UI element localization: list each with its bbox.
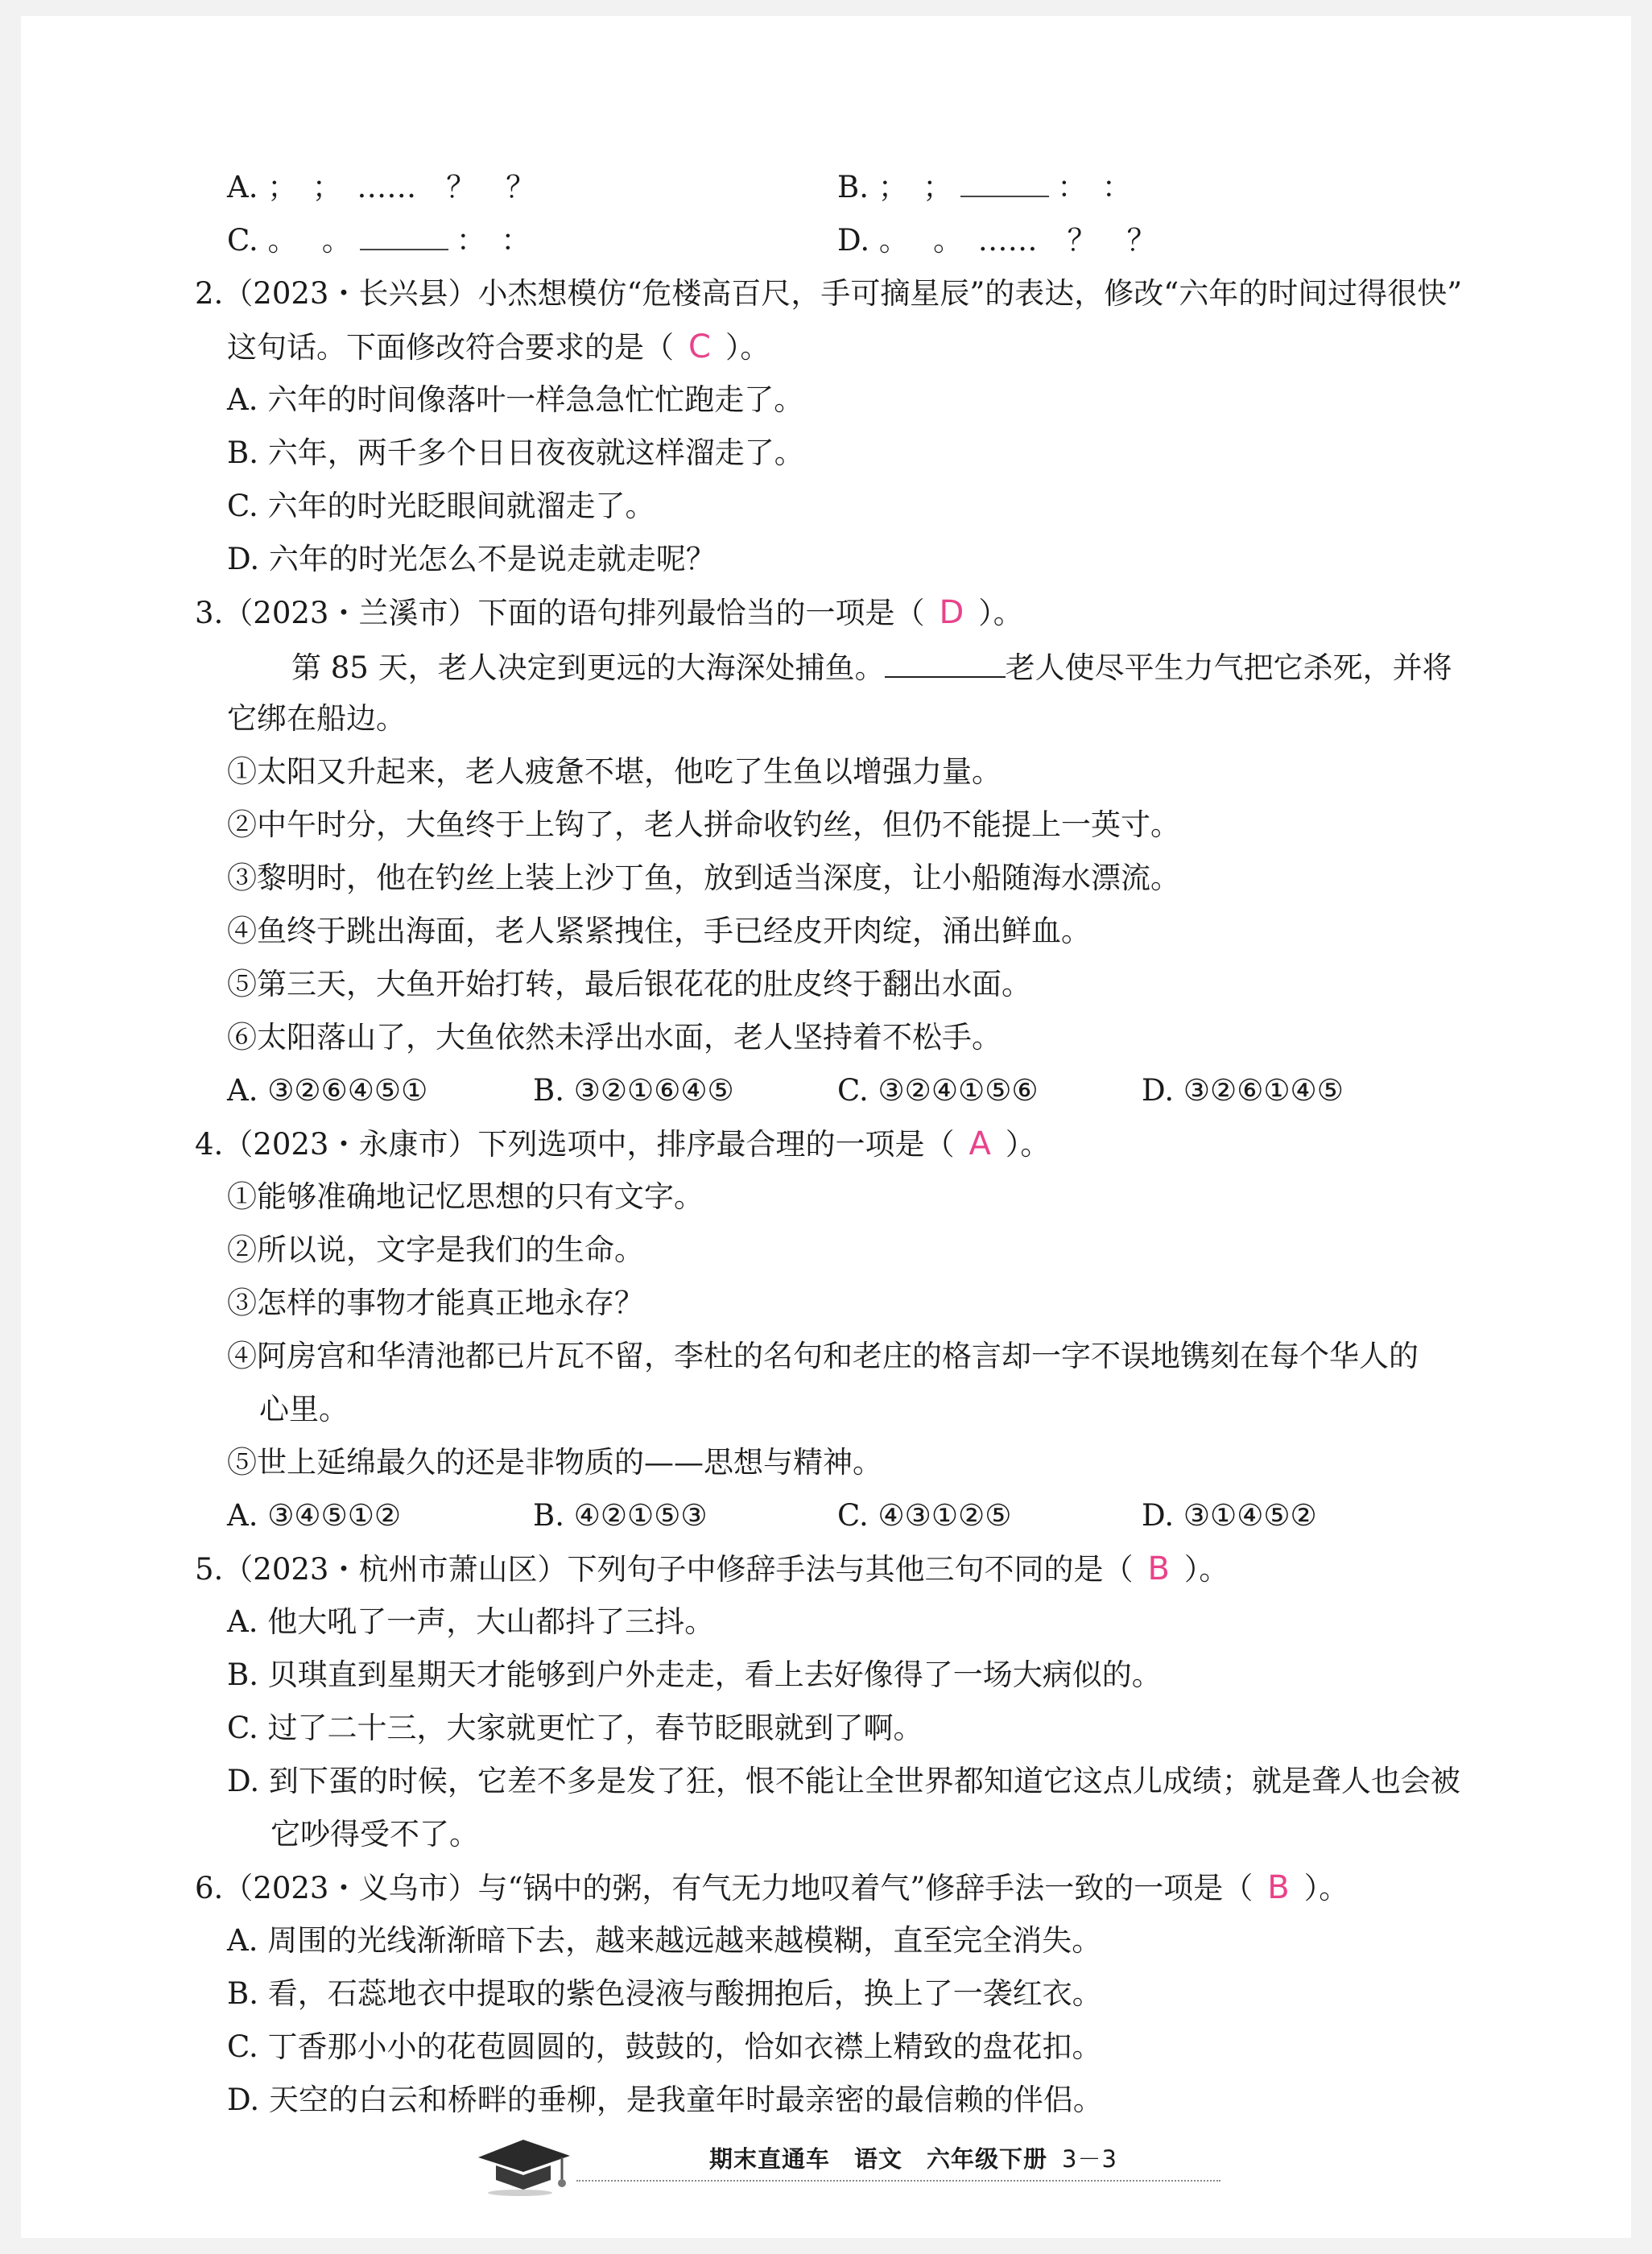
q4-option-b: B. ④②①⑤③	[533, 1498, 708, 1533]
q2-answer: C	[688, 328, 711, 365]
q2-stem-end: ）。	[725, 330, 770, 365]
dash-mark	[360, 229, 448, 250]
q1-option-a: A. ； ； …… ？ ？	[227, 170, 536, 204]
q4-item: ⑤世上延绵最久的还是非物质的——思想与精神。	[227, 1445, 882, 1480]
q5-stem-end: ）。	[1183, 1552, 1229, 1587]
q5-option-b: B. 贝琪直到星期天才能够到户外走走，看上去好像得了一场大病似的。	[227, 1657, 1162, 1692]
dash-mark	[960, 176, 1049, 197]
q1-option-c-text: C. 。 。	[227, 223, 352, 258]
q2-stem-line2	[227, 327, 770, 368]
q4-option-a: A. ③④⑤①②	[227, 1498, 402, 1533]
q3-passage-tail: 老人使尽平生力气把它杀死，并将	[1005, 650, 1452, 685]
q5-stem	[195, 1549, 1229, 1590]
q4-item: ④阿房宫和华清池都已片瓦不留，李杜的名句和老庄的格言却一字不误地镌刻在每个华人的	[227, 1339, 1419, 1373]
q3-item: ⑥太阳落山了，大鱼依然未浮出水面，老人坚持着不松手。	[227, 1020, 1002, 1055]
q1-option-c	[227, 221, 531, 261]
footer-divider	[576, 2180, 1220, 2182]
q3-passage-line2: 它绑在船边。	[227, 701, 406, 736]
q1-option-d: D. 。 。 …… ？ ？	[837, 223, 1157, 258]
q3-item: ④鱼终于跳出海面，老人紧紧拽住，手已经皮开肉绽，涌出鲜血。	[227, 914, 1091, 948]
q2-stem-line1: 2.（2023・长兴县）小杰想模仿“危楼高百尺，手可摘星辰”的表达，修改“六年的时间过得很快”	[195, 276, 1463, 311]
q1-option-b	[837, 167, 1132, 208]
q3-item: ⑤第三天，大鱼开始打转，最后银花花的肚皮终于翻出水面。	[227, 967, 1031, 1001]
q6-option-b: B. 看，石蕊地衣中提取的紫色浸液与酸拥抱后，换上了一袭红衣。	[227, 1976, 1102, 2011]
q3-passage-line1	[291, 646, 1452, 688]
q4-stem-text: 4.（2023・永康市）下列选项中，排序最合理的一项是（	[195, 1127, 955, 1162]
q3-item: ③黎明时，他在钓丝上装上沙丁鱼，放到适当深度，让小船随海水漂流。	[227, 861, 1180, 895]
fill-blank	[885, 646, 1006, 678]
q4-item-continued: 心里。	[259, 1392, 349, 1426]
q5-option-c: C. 过了二十三，大家就更忙了，春节眨眼就到了啊。	[227, 1711, 923, 1745]
worksheet-page	[21, 16, 1631, 2238]
q1-option-b-text: B. ； ；	[837, 170, 953, 204]
q4-answer: A	[968, 1125, 991, 1162]
q5-option-d-continued: 它吵得受不了。	[271, 1817, 479, 1852]
q3-passage-text: 第 85 天，老人决定到更远的大海深处捕鱼。	[291, 650, 885, 685]
footer-title	[709, 2141, 1117, 2174]
q2-stem-text: 这句话。下面修改符合要求的是（	[227, 330, 674, 365]
q6-option-d: D. 天空的白云和桥畔的垂柳，是我童年时最亲密的最信赖的伴侣。	[227, 2083, 1103, 2117]
q2-option-d: D. 六年的时光怎么不是说走就走呢？	[227, 542, 716, 576]
footer-page-number: 3－3	[1062, 2145, 1117, 2173]
q2-option-c: C. 六年的时光眨眼间就溜走了。	[227, 489, 655, 523]
q4-stem-end: ）。	[1005, 1127, 1051, 1162]
q3-option-a: A. ③②⑥④⑤①	[227, 1073, 428, 1108]
q4-item: ③怎样的事物才能真正地永存？	[227, 1286, 644, 1320]
q1-option-b-tail: ： ：	[1057, 170, 1132, 204]
q1-option-c-tail: ： ：	[456, 223, 531, 258]
q3-item: ①太阳又升起来，老人疲惫不堪，他吃了生鱼以增强力量。	[227, 754, 1002, 789]
footer-book-title: 期末直通车 语文 六年级下册	[709, 2145, 1048, 2173]
q3-stem-text: 3.（2023・兰溪市）下面的语句排列最恰当的一项是（	[195, 596, 925, 630]
q5-option-d: D. 到下蛋的时候，它差不多是发了狂，恨不能让全世界都知道它这点儿成绩；就是聋人也会被	[227, 1764, 1460, 1798]
q6-stem-end: ）。	[1303, 1871, 1349, 1905]
q4-stem	[195, 1124, 1050, 1165]
q5-option-a: A. 他大吼了一声，大山都抖了三抖。	[227, 1604, 715, 1639]
q6-stem	[195, 1868, 1348, 1909]
q4-item: ①能够准确地记忆思想的只有文字。	[227, 1179, 704, 1214]
q4-option-d: D. ③①④⑤②	[1142, 1498, 1317, 1533]
q2-option-b: B. 六年，两千多个日日夜夜就这样溜走了。	[227, 436, 804, 470]
q5-stem-text: 5.（2023・杭州市萧山区）下列句子中修辞手法与其他三句不同的是（	[195, 1552, 1134, 1587]
q3-item: ②中午时分，大鱼终于上钩了，老人拼命收钓丝，但仍不能提上一英寸。	[227, 807, 1180, 842]
q6-option-a: A. 周围的光线渐渐暗下去，越来越远越来越模糊，直至完全消失。	[227, 1923, 1102, 1958]
q3-option-b: B. ③②①⑥④⑤	[533, 1073, 734, 1108]
q4-item: ②所以说，文字是我们的生命。	[227, 1232, 644, 1267]
graduation-cap-icon	[472, 2133, 576, 2198]
q5-answer: B	[1147, 1550, 1170, 1587]
q3-stem-end: ）。	[978, 596, 1023, 630]
page-footer	[472, 2133, 1277, 2198]
q3-option-c: C. ③②④①⑤⑥	[837, 1073, 1039, 1108]
q3-answer: D	[939, 594, 964, 631]
q6-option-c: C. 丁香那小小的花苞圆圆的，鼓鼓的，恰如衣襟上精致的盘花扣。	[227, 2029, 1102, 2064]
q3-stem	[195, 592, 1023, 634]
q6-answer: B	[1267, 1869, 1290, 1906]
q3-option-d: D. ③②⑥①④⑤	[1142, 1073, 1344, 1108]
q6-stem-text: 6.（2023・义乌市）与“锅中的粥，有气无力地叹着气”修辞手法一致的一项是（	[195, 1871, 1253, 1905]
q2-option-a: A. 六年的时间像落叶一样急急忙忙跑走了。	[227, 382, 804, 417]
q4-option-c: C. ④③①②⑤	[837, 1498, 1012, 1533]
